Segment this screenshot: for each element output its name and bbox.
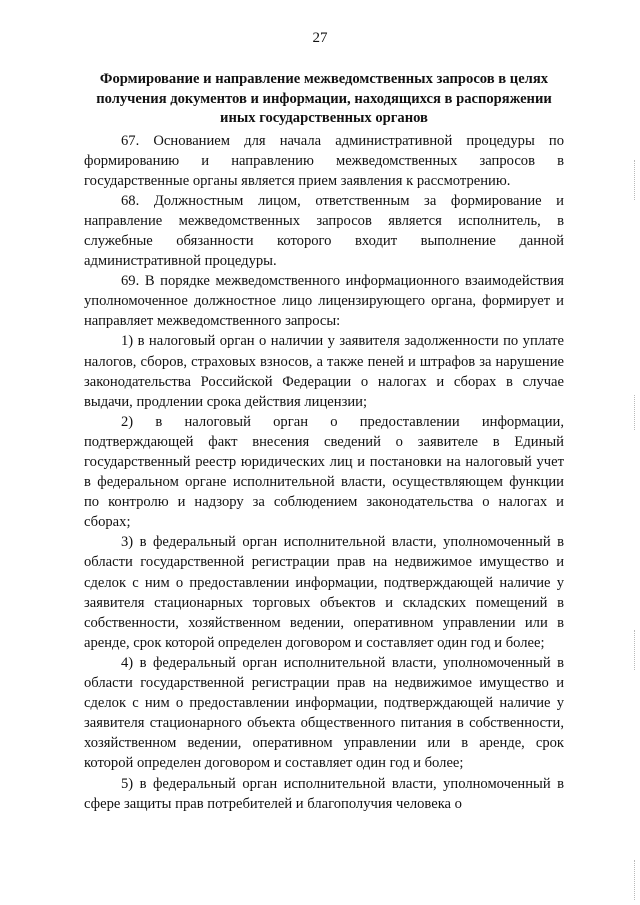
- list-item-1: 1) в налоговый орган о наличии у заявителя задолженности по уплате налогов, сборов, страховых взносов, а также пеней и штрафов за нарушение законодательства Российской Федерации о налогах и сборах в случае выдачи, продлении срока действия лицензии;: [84, 333, 564, 410]
- paragraph-69: 69. В порядке межведомственного информационного взаимодействия уполномоченное должностное лицо лицензирующего органа, формирует и направляет межведомственного запросы:: [84, 273, 564, 330]
- scan-artifact: [634, 630, 637, 670]
- scan-artifact: [634, 395, 637, 430]
- document-body: [84, 70, 564, 814]
- paragraph-68: 68. Должностным лицом, ответственным за формирование и направление межведомственных запросов является исполнитель, в служебные обязанности которого входит выполнение данной административной процедуры.: [84, 192, 564, 270]
- page-number: 27: [312, 30, 328, 46]
- paragraph-67: 67. Основанием для начала административной процедуры по формированию и направлению межведомственных запросов в государственные органы является прием заявления к рассмотрению.: [84, 132, 564, 189]
- list-item-3: 3) в федеральный орган исполнительной власти, уполномоченный в области государственной регистрации прав на недвижимое имущество и сделок с ним о предоставлении информации, подтверждающей наличие у заявителя стационарных торговых объектов и складских помещений в собственности, хозяйственном ведении, оперативном управлении или в аренде, срок которой определен договором и составляет один год и более;: [84, 534, 564, 651]
- section-heading: Формирование и направление межведомственных запросов в целях получения документов и информации, находящихся в распоряжении иных государственных органов: [96, 71, 552, 126]
- list-item-5: 5) в федеральный орган исполнительной власти, уполномоченный в сфере защиты прав потребителей и благополучия человека о: [84, 775, 564, 812]
- list-item-4: 4) в федеральный орган исполнительной власти, уполномоченный в области государственной регистрации прав на недвижимое имущество и сделок с ним о предоставлении информации, подтверждающей наличие у заявителя стационарного объекта общественного питания в собственности, хозяйственном ведении, оперативном управлении или в аренде, срок которой определен договором и составляет один год и более;: [84, 654, 564, 772]
- list-item-2: 2) в налоговый орган о предоставлении информации, подтверждающей факт внесения сведений о заявителе в Единый государственный реестр юридических лиц и постановки на налоговый учет в федеральном органе исполнительной власти, осуществляющем функции по контролю и надзору за соблюдением законодательства о налогах и сборах;: [84, 413, 564, 531]
- scan-artifact: [634, 160, 637, 200]
- scan-artifact: [634, 860, 637, 900]
